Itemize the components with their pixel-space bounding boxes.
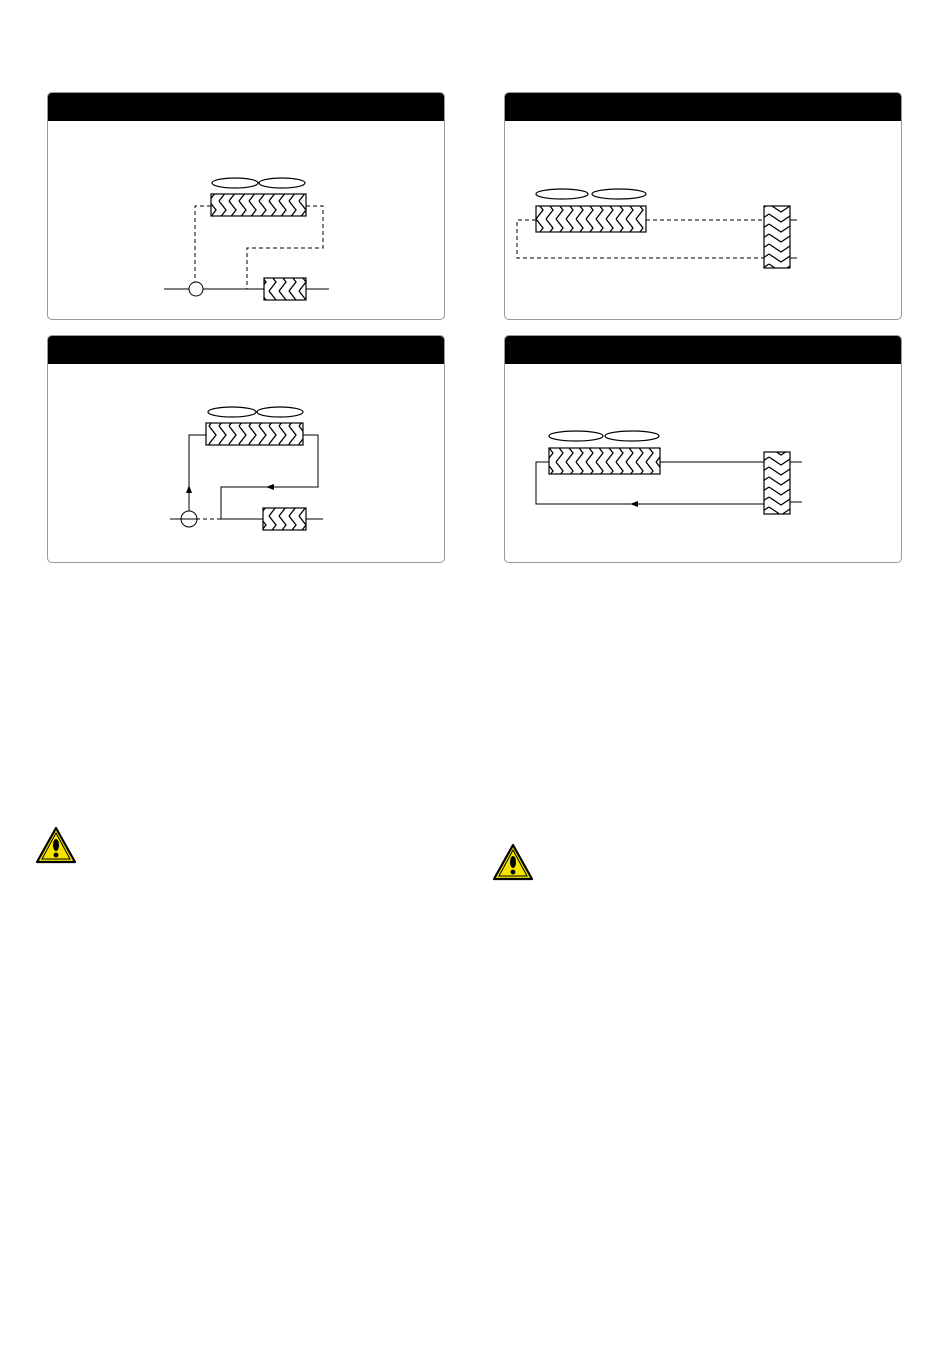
fan-blade-icon <box>212 178 305 188</box>
hatched-coil-icon <box>764 206 790 268</box>
hatched-coil-icon <box>536 206 646 232</box>
circulation-pump-icon <box>189 282 203 296</box>
schematic-diagram <box>48 93 445 320</box>
panel-bottom-left <box>47 335 445 563</box>
fan-blade-icon <box>549 431 659 441</box>
hatched-coil-icon <box>764 452 790 514</box>
fan-blade-icon <box>208 407 303 417</box>
flow-arrow-icon <box>630 501 638 507</box>
hatched-coil-icon <box>263 508 306 530</box>
panel-top-left <box>47 92 445 320</box>
hatched-coil-icon <box>549 448 660 474</box>
hatched-coil-icon <box>264 278 306 300</box>
schematic-diagram <box>505 336 902 563</box>
hatched-coil-icon <box>206 423 303 445</box>
hatched-coil-icon <box>211 194 306 216</box>
flow-arrow-icon <box>266 484 274 490</box>
panel-bottom-right <box>504 335 902 563</box>
schematic-diagram <box>505 93 902 320</box>
warning-triangle-icon <box>492 843 534 881</box>
warning-triangle-icon <box>35 826 77 864</box>
schematic-diagram <box>48 336 445 563</box>
fan-blade-icon <box>536 189 646 199</box>
flow-arrow-icon <box>186 485 192 493</box>
panel-top-right <box>504 92 902 320</box>
